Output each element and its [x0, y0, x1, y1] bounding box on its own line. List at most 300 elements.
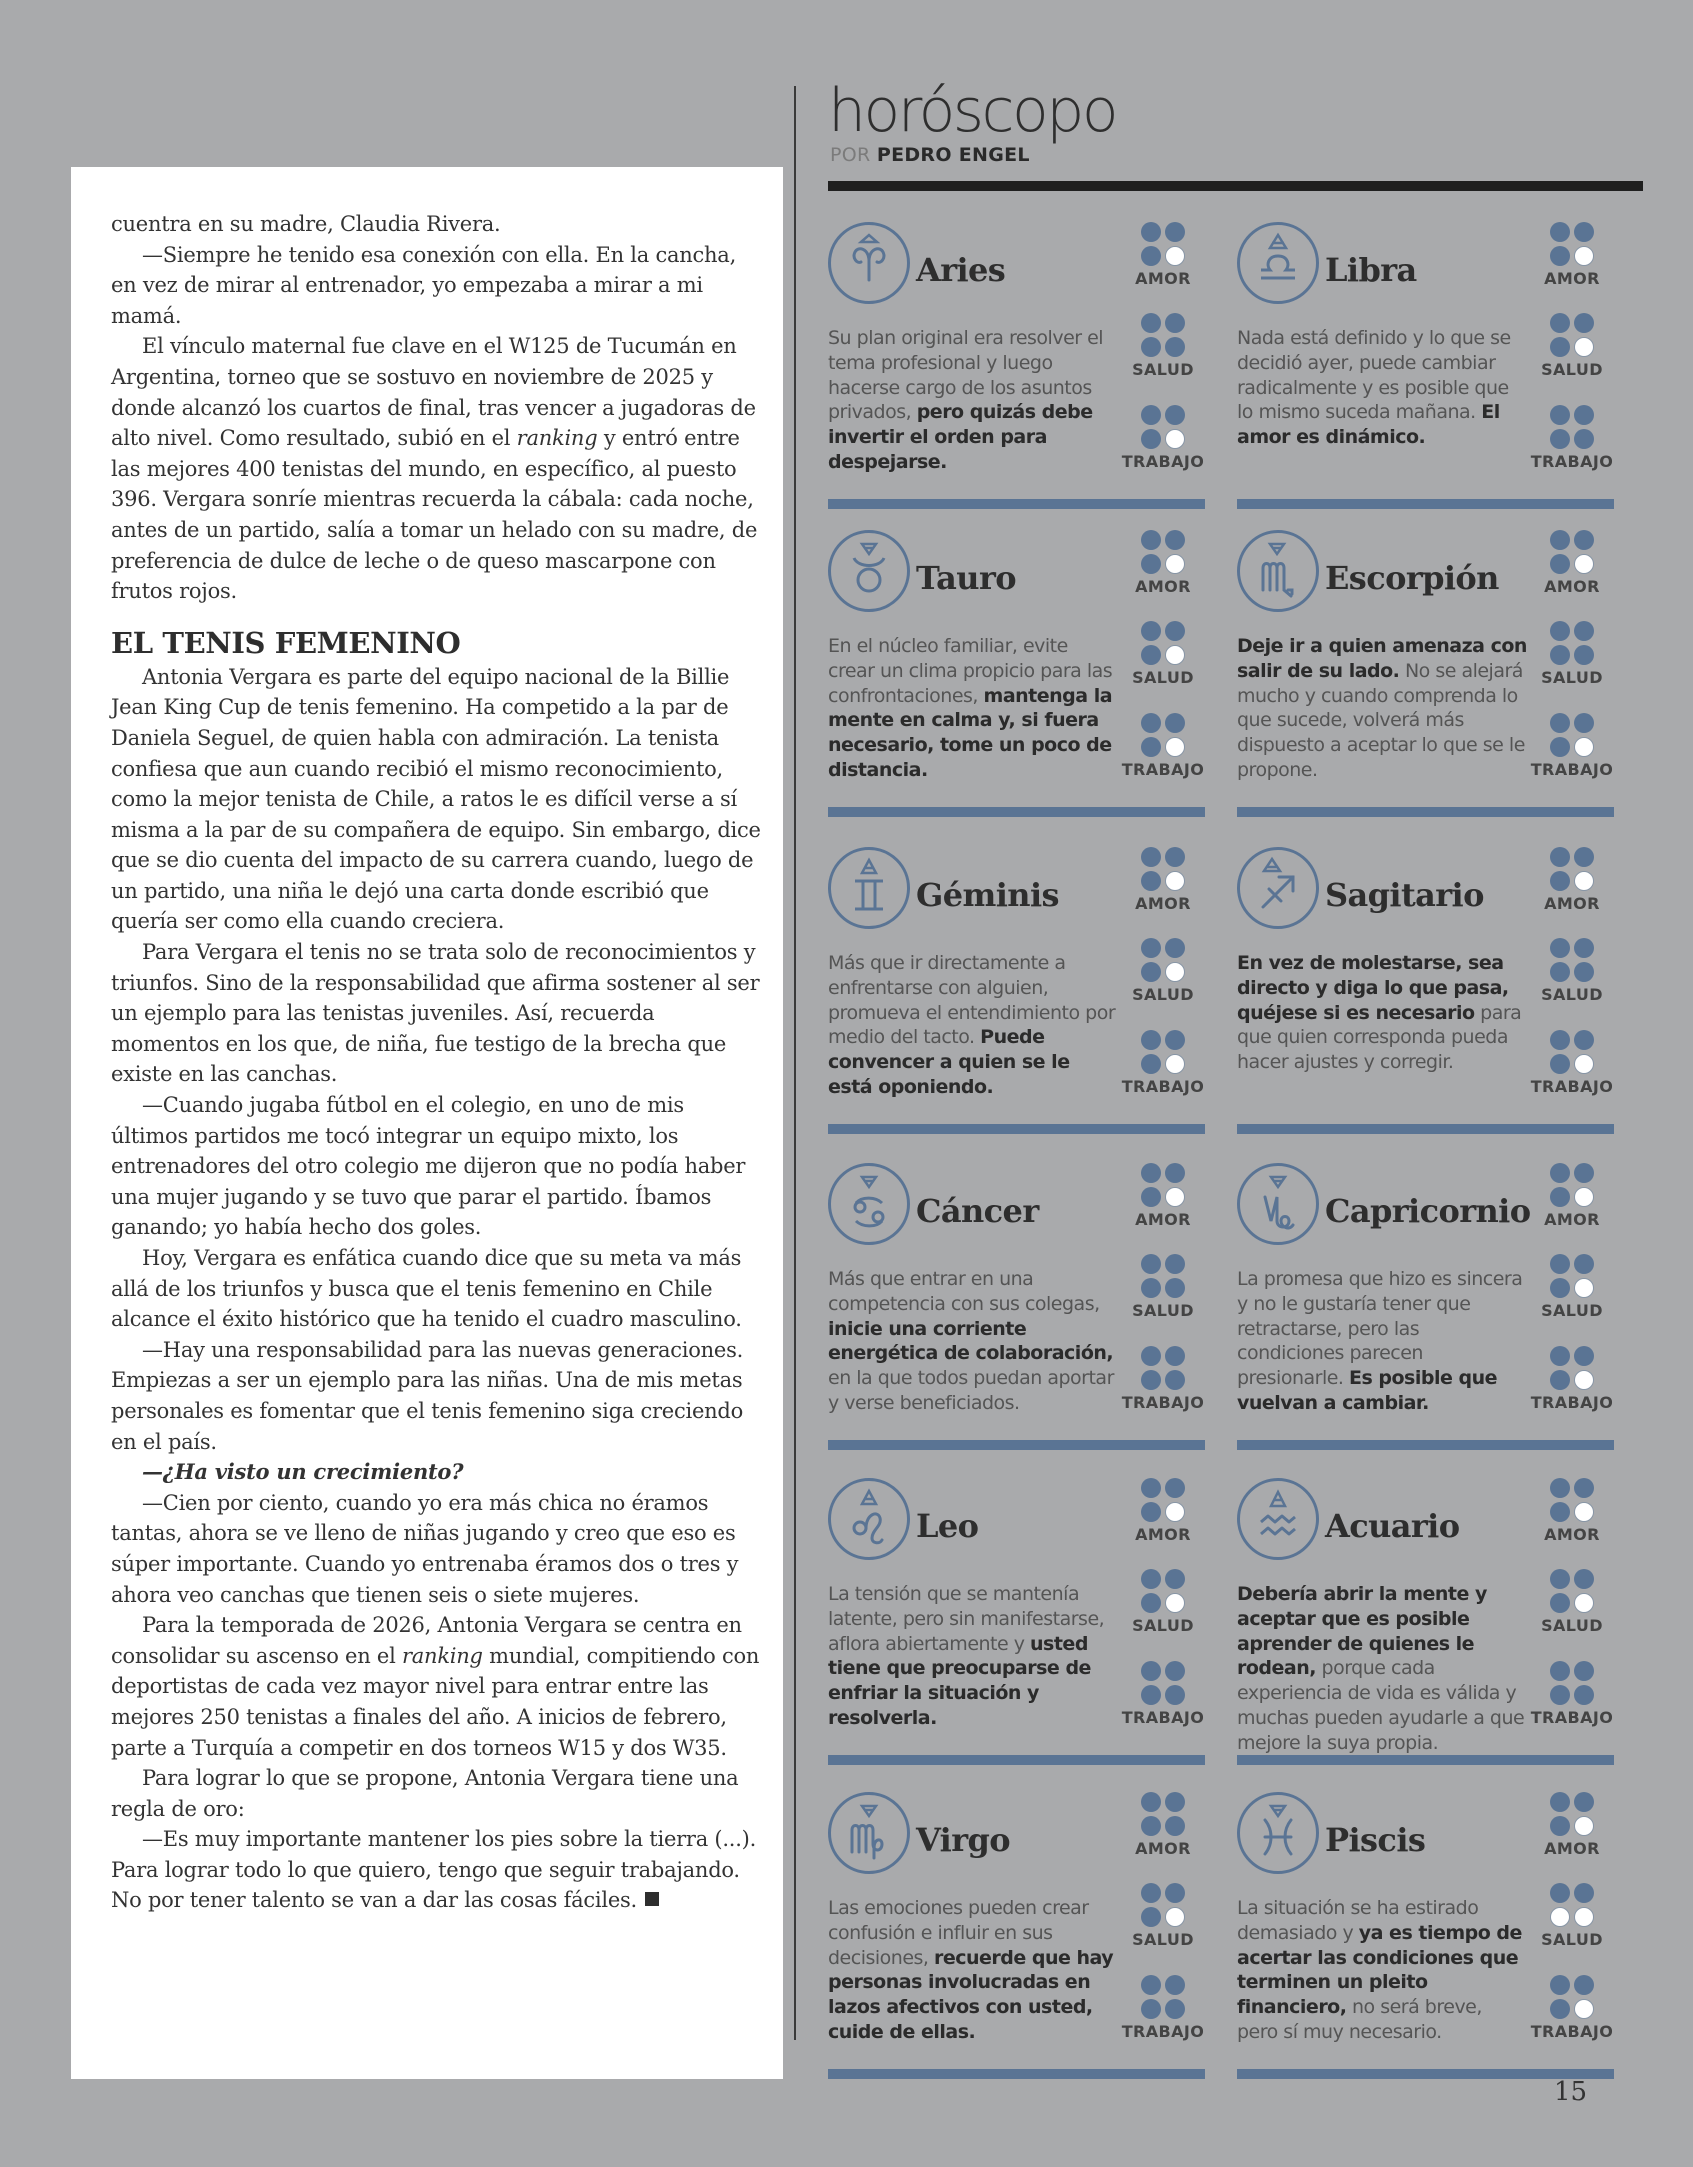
filled-dot-icon	[1141, 1593, 1161, 1613]
filled-dot-icon	[1141, 405, 1161, 425]
empty-dot-icon	[1165, 429, 1185, 449]
sign-forecast	[828, 326, 1118, 475]
rating-amor	[1113, 847, 1213, 913]
empty-dot-icon	[1574, 1187, 1594, 1207]
article-paragraph: —Cien por ciento, cuando yo era más chica no éramos tantas, ahora se ve lleno de niñas jugando y creo que eso es súper importante. Cuando yo entrenaba éramos dos o tres y ahora veo canchas que tienen seis o siete mujeres.	[111, 1490, 739, 1607]
filled-dot-icon	[1550, 1502, 1570, 1522]
forecast-highlight: Puede convencer a quien se le está oponiendo.	[828, 1026, 1070, 1098]
forecast-highlight: Es posible que vuelvan a cambiar.	[1237, 1367, 1498, 1414]
filled-dot-icon	[1574, 1685, 1594, 1705]
rating-dots	[1141, 1975, 1185, 2019]
filled-dot-icon	[1574, 1792, 1594, 1812]
sign-name: Géminis	[916, 876, 1059, 914]
forecast-highlight: Debería abrir la mente y aceptar que es posible aprender de quienes le rodean,	[1237, 1583, 1487, 1680]
filled-dot-icon	[1165, 1883, 1185, 1903]
rating-dots	[1141, 222, 1185, 266]
sign-card-cáncer	[828, 1163, 1208, 1463]
sign-divider	[828, 807, 1205, 817]
rating-label: SALUD	[1132, 668, 1194, 687]
filled-dot-icon	[1550, 1792, 1570, 1812]
filled-dot-icon	[1574, 429, 1594, 449]
article-column	[71, 167, 783, 2079]
rating-trabajo	[1522, 1975, 1622, 2041]
filled-dot-icon	[1550, 1054, 1570, 1074]
sign-card-aries	[828, 222, 1208, 522]
filled-dot-icon	[1141, 1163, 1161, 1183]
sign-forecast	[1237, 326, 1527, 450]
rating-label: AMOR	[1544, 1839, 1600, 1858]
sign-card-sagitario	[1237, 847, 1617, 1147]
sign-divider	[828, 2069, 1205, 2079]
empty-dot-icon	[1165, 1907, 1185, 1927]
filled-dot-icon	[1165, 847, 1185, 867]
rating-amor	[1113, 1478, 1213, 1544]
rating-salud	[1522, 1254, 1622, 1320]
filled-dot-icon	[1550, 871, 1570, 891]
filled-dot-icon	[1141, 1661, 1161, 1681]
rating-dots	[1141, 405, 1185, 449]
column-divider	[794, 86, 796, 2040]
filled-dot-icon	[1165, 337, 1185, 357]
filled-dot-icon	[1141, 1792, 1161, 1812]
filled-dot-icon	[1550, 1346, 1570, 1366]
filled-dot-icon	[1141, 1346, 1161, 1366]
rating-label: AMOR	[1135, 577, 1191, 596]
rating-label: AMOR	[1135, 1839, 1191, 1858]
rating-dots	[1550, 621, 1594, 665]
filled-dot-icon	[1550, 962, 1570, 982]
cancer-icon	[828, 1163, 910, 1245]
rating-amor	[1522, 222, 1622, 288]
filled-dot-icon	[1165, 1163, 1185, 1183]
sign-name: Libra	[1325, 251, 1417, 289]
empty-dot-icon	[1574, 337, 1594, 357]
sign-card-leo	[828, 1478, 1208, 1778]
filled-dot-icon	[1550, 1030, 1570, 1050]
rating-label: TRABAJO	[1121, 1393, 1205, 1412]
rating-label: TRABAJO	[1530, 1077, 1614, 1096]
rating-label: SALUD	[1132, 1301, 1194, 1320]
empty-dot-icon	[1165, 1054, 1185, 1074]
sign-card-virgo	[828, 1792, 1208, 2092]
rating-dots	[1141, 1346, 1185, 1390]
rating-dots	[1141, 1478, 1185, 1522]
filled-dot-icon	[1550, 1975, 1570, 1995]
filled-dot-icon	[1574, 1163, 1594, 1183]
filled-dot-icon	[1141, 1569, 1161, 1589]
filled-dot-icon	[1141, 1370, 1161, 1390]
forecast-text: en la que todos puedan aportar y verse beneficiados.	[828, 1367, 1114, 1414]
rating-dots	[1550, 1792, 1594, 1836]
rating-salud	[1113, 621, 1213, 687]
filled-dot-icon	[1165, 1370, 1185, 1390]
filled-dot-icon	[1141, 313, 1161, 333]
rating-label: SALUD	[1541, 1301, 1603, 1320]
sign-divider	[1237, 1440, 1614, 1450]
rating-label: TRABAJO	[1530, 1393, 1614, 1412]
rating-amor	[1522, 530, 1622, 596]
sign-divider	[828, 1440, 1205, 1450]
filled-dot-icon	[1550, 713, 1570, 733]
rating-trabajo	[1113, 713, 1213, 779]
rating-label: TRABAJO	[1530, 1708, 1614, 1727]
filled-dot-icon	[1141, 1030, 1161, 1050]
rating-dots	[1550, 313, 1594, 357]
rating-dots	[1141, 621, 1185, 665]
filled-dot-icon	[1141, 713, 1161, 733]
filled-dot-icon	[1165, 1030, 1185, 1050]
filled-dot-icon	[1550, 1999, 1570, 2019]
filled-dot-icon	[1574, 1883, 1594, 1903]
filled-dot-icon	[1141, 938, 1161, 958]
sign-name: Aries	[916, 251, 1006, 289]
rating-salud	[1113, 1254, 1213, 1320]
filled-dot-icon	[1550, 1187, 1570, 1207]
rating-label: SALUD	[1132, 360, 1194, 379]
rating-dots	[1550, 1254, 1594, 1298]
filled-dot-icon	[1550, 1816, 1570, 1836]
filled-dot-icon	[1574, 405, 1594, 425]
filled-dot-icon	[1141, 847, 1161, 867]
rating-salud	[1522, 1883, 1622, 1949]
rating-amor	[1522, 1478, 1622, 1544]
filled-dot-icon	[1574, 1661, 1594, 1681]
rating-label: SALUD	[1541, 668, 1603, 687]
rating-dots	[1141, 1030, 1185, 1074]
filled-dot-icon	[1141, 1054, 1161, 1074]
filled-dot-icon	[1141, 246, 1161, 266]
rating-dots	[1141, 1883, 1185, 1927]
empty-dot-icon	[1574, 1907, 1594, 1927]
rating-label: AMOR	[1544, 269, 1600, 288]
filled-dot-icon	[1574, 962, 1594, 982]
rating-dots	[1141, 1163, 1185, 1207]
sign-forecast	[828, 951, 1118, 1100]
empty-dot-icon	[1165, 1502, 1185, 1522]
filled-dot-icon	[1165, 621, 1185, 641]
empty-dot-icon	[1550, 1907, 1570, 1927]
rating-dots	[1550, 1346, 1594, 1390]
forecast-text: La tensión que se mantenía latente, pero sin manifestarse, aflora abiertamente y	[828, 1583, 1105, 1655]
rating-trabajo	[1522, 713, 1622, 779]
filled-dot-icon	[1141, 1907, 1161, 1927]
filled-dot-icon	[1141, 429, 1161, 449]
rating-label: SALUD	[1132, 1930, 1194, 1949]
rating-label: AMOR	[1544, 894, 1600, 913]
sign-name: Escorpión	[1325, 559, 1499, 597]
sign-forecast	[828, 1582, 1118, 1731]
title-rule	[828, 181, 1643, 191]
empty-dot-icon	[1574, 1054, 1594, 1074]
sign-divider	[828, 499, 1205, 509]
filled-dot-icon	[1141, 222, 1161, 242]
forecast-text: Más que entrar en una competencia con sus colegas,	[828, 1268, 1100, 1315]
forecast-highlight: mantenga la mente en calma y, si fuera necesario, tome un poco de distancia.	[828, 684, 1113, 781]
forecast-text: Nada está definido y lo que se decidió ayer, puede cambiar radicalmente y es posible que lo mismo suceda mañana.	[1237, 327, 1511, 424]
filled-dot-icon	[1165, 313, 1185, 333]
filled-dot-icon	[1141, 962, 1161, 982]
filled-dot-icon	[1141, 1816, 1161, 1836]
forecast-text: Más que ir directamente a enfrentarse con alguien, promueva el entendimiento por medio del tacto.	[828, 952, 1116, 1049]
filled-dot-icon	[1550, 1883, 1570, 1903]
rating-label: AMOR	[1135, 1210, 1191, 1229]
article-paragraph: Antonia Vergara es parte del equipo nacional de la Billie Jean King Cup de tenis femenino. Ha competido a la par de Daniela Seguel, de quien habla con admiración. La tenista confiesa que aun cuando recibió el mismo reconocimiento, como la mejor tenista de Chile, a ratos le es difícil verse a sí misma a la par de su compañera de equipo. Sin embargo, dice que se dio cuenta del impacto de su carrera cuando, luego de un partido, una niña le dejó una carta donde escribió que quería ser como ella cuando creciera.	[111, 664, 761, 934]
rating-dots	[1550, 1661, 1594, 1705]
filled-dot-icon	[1574, 621, 1594, 641]
rating-label: AMOR	[1544, 1525, 1600, 1544]
filled-dot-icon	[1550, 554, 1570, 574]
filled-dot-icon	[1574, 847, 1594, 867]
filled-dot-icon	[1550, 313, 1570, 333]
filled-dot-icon	[1574, 645, 1594, 665]
filled-dot-icon	[1550, 1478, 1570, 1498]
filled-dot-icon	[1550, 1569, 1570, 1589]
virgo-icon	[828, 1792, 910, 1874]
filled-dot-icon	[1141, 871, 1161, 891]
page-number: 15	[1554, 2077, 1588, 2107]
sagittarius-icon	[1237, 847, 1319, 929]
sign-forecast	[828, 1267, 1118, 1416]
sign-card-géminis	[828, 847, 1208, 1147]
article-paragraph: —Siempre he tenido esa conexión con ella. En la cancha, en vez de mirar al entrenador, yo empezaba a mirar a mi mamá.	[111, 242, 736, 328]
gemini-icon	[828, 847, 910, 929]
rating-label: TRABAJO	[1530, 760, 1614, 779]
rating-trabajo	[1113, 1030, 1213, 1096]
filled-dot-icon	[1574, 1478, 1594, 1498]
rating-label: TRABAJO	[1121, 1077, 1205, 1096]
rating-dots	[1550, 1163, 1594, 1207]
forecast-text: En el núcleo familiar, evite crear un clima propicio para las confrontaciones,	[828, 635, 1113, 707]
rating-label: TRABAJO	[1121, 1708, 1205, 1727]
sign-divider	[1237, 807, 1614, 817]
rating-salud	[1113, 1569, 1213, 1635]
filled-dot-icon	[1550, 737, 1570, 757]
rating-salud	[1522, 938, 1622, 1004]
byline	[830, 144, 1030, 166]
sign-divider	[1237, 1755, 1614, 1765]
article-paragraph: —Hay una responsabilidad para las nuevas generaciones. Empiezas a ser un ejemplo para las niñas. Una de mis metas personales es fomentar que el tenis femenino siga creciendo en el país.	[111, 1337, 744, 1454]
forecast-text: No se alejará mucho y cuando comprenda lo que sucede, volverá más dispuesto a aceptar lo que se le propone.	[1237, 659, 1525, 781]
sign-card-acuario	[1237, 1478, 1617, 1778]
filled-dot-icon	[1141, 1883, 1161, 1903]
filled-dot-icon	[1550, 405, 1570, 425]
article-paragraph: cuentra en su madre, Claudia Rivera.	[111, 212, 501, 236]
filled-dot-icon	[1550, 847, 1570, 867]
article-section-heading: EL TENIS FEMENINO	[111, 625, 461, 660]
filled-dot-icon	[1141, 621, 1161, 641]
rating-amor	[1522, 1163, 1622, 1229]
sign-name: Virgo	[916, 1821, 1011, 1859]
rating-dots	[1550, 847, 1594, 891]
filled-dot-icon	[1165, 1478, 1185, 1498]
filled-dot-icon	[1550, 1593, 1570, 1613]
aquarius-icon	[1237, 1478, 1319, 1560]
rating-label: SALUD	[1541, 985, 1603, 1004]
rating-dots	[1550, 530, 1594, 574]
taurus-icon	[828, 530, 910, 612]
rating-dots	[1141, 713, 1185, 757]
filled-dot-icon	[1550, 337, 1570, 357]
sign-divider	[828, 1124, 1205, 1134]
filled-dot-icon	[1141, 1278, 1161, 1298]
capricorn-icon	[1237, 1163, 1319, 1245]
filled-dot-icon	[1165, 222, 1185, 242]
sign-divider	[1237, 1124, 1614, 1134]
forecast-highlight: ya es tiempo de acertar las condiciones que terminen un pleito financiero,	[1237, 1921, 1522, 2019]
rating-amor	[1113, 222, 1213, 288]
sign-forecast	[828, 634, 1118, 783]
filled-dot-icon	[1165, 1792, 1185, 1812]
sign-card-libra	[1237, 222, 1617, 522]
rating-amor	[1522, 847, 1622, 913]
scorpio-icon	[1237, 530, 1319, 612]
rating-label: TRABAJO	[1121, 2022, 1205, 2041]
forecast-highlight: En vez de molestarse, sea directo y diga lo que pasa, quéjese si es necesario	[1237, 952, 1509, 1024]
filled-dot-icon	[1141, 1502, 1161, 1522]
sign-forecast	[1237, 634, 1527, 783]
rating-salud	[1522, 621, 1622, 687]
rating-trabajo	[1113, 1975, 1213, 2041]
byline-author: PEDRO ENGEL	[876, 144, 1030, 166]
empty-dot-icon	[1574, 1502, 1594, 1522]
sign-name: Capricornio	[1325, 1192, 1531, 1230]
rating-dots	[1141, 1254, 1185, 1298]
article-paragraph: El vínculo maternal fue clave en el W125 de Tucumán en Argentina, torneo que se sostuvo en noviembre de 2025 y donde alcanzó los cuartos de final, tras vencer a jugadoras de alto nivel. Como resultado, subió en el ranking y entró entre las mejores 400 tenistas del mundo, en específico, al puesto 396. Vergara sonríe mientras recuerda la cábala: cada noche, antes de un partido, salía a tomar un helado con su madre, de preferencia de dulce de leche o de queso mascarpone con frutos rojos.	[111, 334, 758, 604]
rating-label: AMOR	[1135, 894, 1191, 913]
rating-dots	[1550, 1975, 1594, 2019]
filled-dot-icon	[1165, 1816, 1185, 1836]
filled-dot-icon	[1141, 737, 1161, 757]
filled-dot-icon	[1550, 938, 1570, 958]
rating-dots	[1550, 1569, 1594, 1613]
sign-card-tauro	[828, 530, 1208, 830]
article-paragraph: Hoy, Vergara es enfática cuando dice que su meta va más allá de los triunfos y busca que el tenis femenino en Chile alcance el éxito histórico que ha tenido el cuadro masculino.	[111, 1246, 742, 1332]
rating-dots	[1141, 313, 1185, 357]
filled-dot-icon	[1141, 1478, 1161, 1498]
filled-dot-icon	[1574, 1569, 1594, 1589]
article-paragraph: —Cuando jugaba fútbol en el colegio, en uno de mis últimos partidos me tocó integrar un equipo mixto, los entrenadores del otro colegio me dijeron que no podía haber una mujer jugando y se tuvo que parar el partido. Íbamos ganando; yo había hecho dos goles.	[111, 1093, 746, 1240]
filled-dot-icon	[1550, 1370, 1570, 1390]
rating-trabajo	[1522, 1661, 1622, 1727]
article-paragraph: Para lograr lo que se propone, Antonia Vergara tiene una regla de oro:	[111, 1766, 739, 1821]
rating-salud	[1522, 313, 1622, 379]
sign-forecast	[1237, 1582, 1527, 1756]
rating-label: TRABAJO	[1121, 760, 1205, 779]
empty-dot-icon	[1165, 246, 1185, 266]
rating-dots	[1141, 530, 1185, 574]
rating-amor	[1113, 530, 1213, 596]
rating-dots	[1550, 1883, 1594, 1927]
rating-label: SALUD	[1541, 1616, 1603, 1635]
rating-trabajo	[1522, 1030, 1622, 1096]
empty-dot-icon	[1574, 1999, 1594, 2019]
filled-dot-icon	[1141, 1975, 1161, 1995]
empty-dot-icon	[1574, 1816, 1594, 1836]
filled-dot-icon	[1550, 1278, 1570, 1298]
filled-dot-icon	[1550, 1254, 1570, 1274]
byline-prefix: POR	[830, 144, 871, 166]
filled-dot-icon	[1165, 938, 1185, 958]
empty-dot-icon	[1574, 246, 1594, 266]
filled-dot-icon	[1574, 938, 1594, 958]
rating-label: SALUD	[1541, 1930, 1603, 1949]
filled-dot-icon	[1550, 429, 1570, 449]
forecast-highlight: inicie una corriente energética de colaboración,	[828, 1317, 1114, 1365]
forecast-text: porque cada experiencia de vida es válida y muchas pueden ayudarle a que mejore la suya propia.	[1237, 1657, 1525, 1754]
filled-dot-icon	[1574, 1975, 1594, 1995]
rating-salud	[1522, 1569, 1622, 1635]
rating-label: AMOR	[1544, 577, 1600, 596]
filled-dot-icon	[1550, 246, 1570, 266]
sign-name: Tauro	[916, 559, 1016, 597]
rating-dots	[1550, 222, 1594, 266]
filled-dot-icon	[1550, 530, 1570, 550]
sign-name: Sagitario	[1325, 876, 1484, 914]
pisces-icon	[1237, 1792, 1319, 1874]
empty-dot-icon	[1574, 1593, 1594, 1613]
filled-dot-icon	[1165, 1278, 1185, 1298]
empty-dot-icon	[1165, 1593, 1185, 1613]
empty-dot-icon	[1165, 737, 1185, 757]
filled-dot-icon	[1141, 337, 1161, 357]
forecast-text: Las emociones pueden crear confusión e influir en sus decisiones,	[828, 1897, 1089, 1969]
rating-label: TRABAJO	[1121, 452, 1205, 471]
filled-dot-icon	[1165, 405, 1185, 425]
filled-dot-icon	[1141, 645, 1161, 665]
filled-dot-icon	[1141, 530, 1161, 550]
filled-dot-icon	[1165, 1254, 1185, 1274]
sign-name: Acuario	[1325, 1507, 1460, 1545]
empty-dot-icon	[1574, 1278, 1594, 1298]
forecast-text: para que quien corresponda pueda hacer ajustes y corregir.	[1237, 1001, 1522, 1074]
sign-card-escorpión	[1237, 530, 1617, 830]
filled-dot-icon	[1574, 713, 1594, 733]
filled-dot-icon	[1141, 1254, 1161, 1274]
rating-label: SALUD	[1132, 1616, 1194, 1635]
sign-forecast	[828, 1896, 1118, 2045]
leo-icon	[828, 1478, 910, 1560]
sign-card-capricornio	[1237, 1163, 1617, 1463]
rating-dots	[1550, 1478, 1594, 1522]
rating-dots	[1141, 1569, 1185, 1613]
rating-label: AMOR	[1135, 1525, 1191, 1544]
interview-question: —¿Ha visto un crecimiento?	[142, 1459, 464, 1485]
filled-dot-icon	[1165, 1569, 1185, 1589]
filled-dot-icon	[1141, 1999, 1161, 2019]
filled-dot-icon	[1550, 1685, 1570, 1705]
forecast-highlight: pero quizás debe invertir el orden para despejarse.	[828, 401, 1093, 473]
sign-forecast	[1237, 1896, 1527, 2045]
sign-divider	[828, 1755, 1205, 1765]
filled-dot-icon	[1165, 530, 1185, 550]
rating-dots	[1550, 713, 1594, 757]
empty-dot-icon	[1165, 1187, 1185, 1207]
rating-salud	[1113, 313, 1213, 379]
empty-dot-icon	[1165, 962, 1185, 982]
filled-dot-icon	[1550, 1661, 1570, 1681]
filled-dot-icon	[1550, 1163, 1570, 1183]
rating-amor	[1522, 1792, 1622, 1858]
rating-salud	[1113, 1883, 1213, 1949]
horoscope-title: horóscopo	[828, 76, 1117, 146]
filled-dot-icon	[1574, 530, 1594, 550]
article-paragraph: Para Vergara el tenis no se trata solo de reconocimientos y triunfos. Sino de la responsabilidad que afirma sostener al ser un ejemplo para las tenistas juveniles. Así, recuerda momentos en los que, de niña, fue testigo de la brecha que existe en las canchas.	[111, 940, 760, 1087]
empty-dot-icon	[1574, 1370, 1594, 1390]
rating-label: SALUD	[1132, 985, 1194, 1004]
filled-dot-icon	[1550, 621, 1570, 641]
filled-dot-icon	[1141, 1187, 1161, 1207]
forecast-highlight: El amor es dinámico.	[1237, 401, 1500, 449]
